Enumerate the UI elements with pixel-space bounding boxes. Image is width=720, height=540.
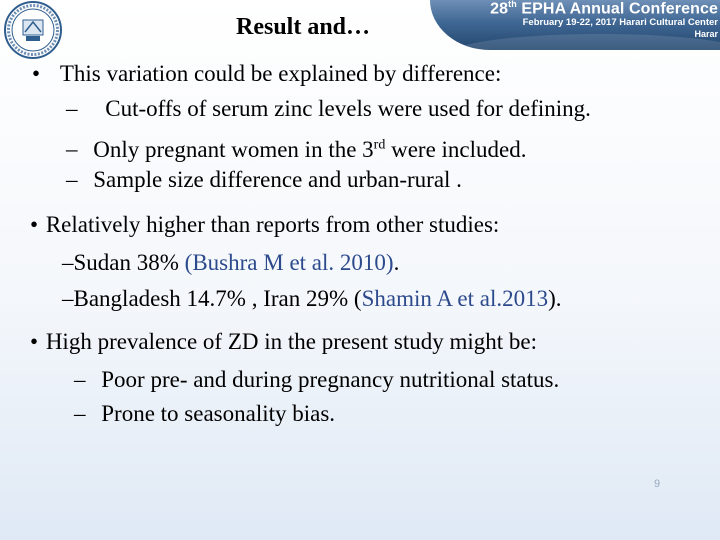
sub-bullet-text: Poor pre- and during pregnancy nutritional status. bbox=[101, 367, 560, 392]
sub-bullet-text: Cut-offs of serum zinc levels were used for defining. bbox=[105, 96, 591, 121]
sub-bullet-item bbox=[66, 131, 526, 164]
bullet-marker: • bbox=[30, 329, 39, 354]
bullet-marker: • bbox=[32, 61, 41, 86]
citation-reference: Shamin A et al.2013 bbox=[361, 286, 549, 311]
sub-bullet-text bbox=[93, 137, 526, 162]
banner-subtitle: February 19-22, 2017 Harari Cultural Center bbox=[522, 17, 718, 28]
dash-marker: – bbox=[66, 167, 78, 192]
sub-bullet-item bbox=[74, 400, 335, 428]
sub-bullet-text-part: Only pregnant women in the 3 bbox=[93, 136, 374, 162]
sub-bullet-item bbox=[62, 285, 562, 313]
bullet-marker: • bbox=[30, 212, 39, 237]
page-number: 9 bbox=[654, 478, 661, 490]
sub-bullet-text: Prone to seasonality bias. bbox=[101, 401, 336, 426]
dash-marker: – bbox=[66, 136, 78, 162]
sub-bullet-item bbox=[74, 366, 559, 394]
citation-tail: ). bbox=[548, 286, 562, 311]
sub-bullet-text: Sudan 38% bbox=[73, 250, 185, 275]
bullet-text: This variation could be explained by difference: bbox=[59, 61, 502, 86]
dash-marker: – bbox=[74, 401, 86, 426]
banner-title-text: EPHA Annual Conference bbox=[521, 0, 718, 18]
citation-reference: (Bushra M et al. 2010) bbox=[184, 250, 394, 275]
dash-marker: – bbox=[74, 367, 86, 392]
bullet-item bbox=[30, 211, 499, 239]
dash-marker: – bbox=[62, 286, 74, 311]
slide-title: Result and… bbox=[236, 14, 371, 40]
bullet-text: High prevalence of ZD in the present study might be: bbox=[45, 329, 537, 354]
citation-tail: . bbox=[393, 250, 400, 275]
banner-ordinal-number: 28 bbox=[490, 0, 509, 18]
dash-marker: – bbox=[66, 96, 78, 121]
sub-bullet-text: Bangladesh 14.7% , Iran 29% ( bbox=[73, 286, 362, 311]
banner-location: Harar bbox=[694, 29, 718, 39]
sub-bullet-item bbox=[66, 166, 462, 194]
ordinal-superscript: rd bbox=[373, 137, 386, 152]
sub-bullet-text-part: were included. bbox=[385, 136, 527, 162]
sub-bullet-item bbox=[66, 95, 591, 123]
bullet-text: Relatively higher than reports from other studies: bbox=[45, 212, 500, 237]
bullet-item bbox=[30, 328, 537, 356]
dash-marker: – bbox=[62, 250, 74, 275]
banner-ordinal-suffix: th bbox=[508, 0, 517, 9]
sub-bullet-text: Sample size difference and urban-rural . bbox=[93, 167, 462, 192]
sub-bullet-item bbox=[62, 249, 399, 277]
bullet-item bbox=[32, 60, 501, 88]
